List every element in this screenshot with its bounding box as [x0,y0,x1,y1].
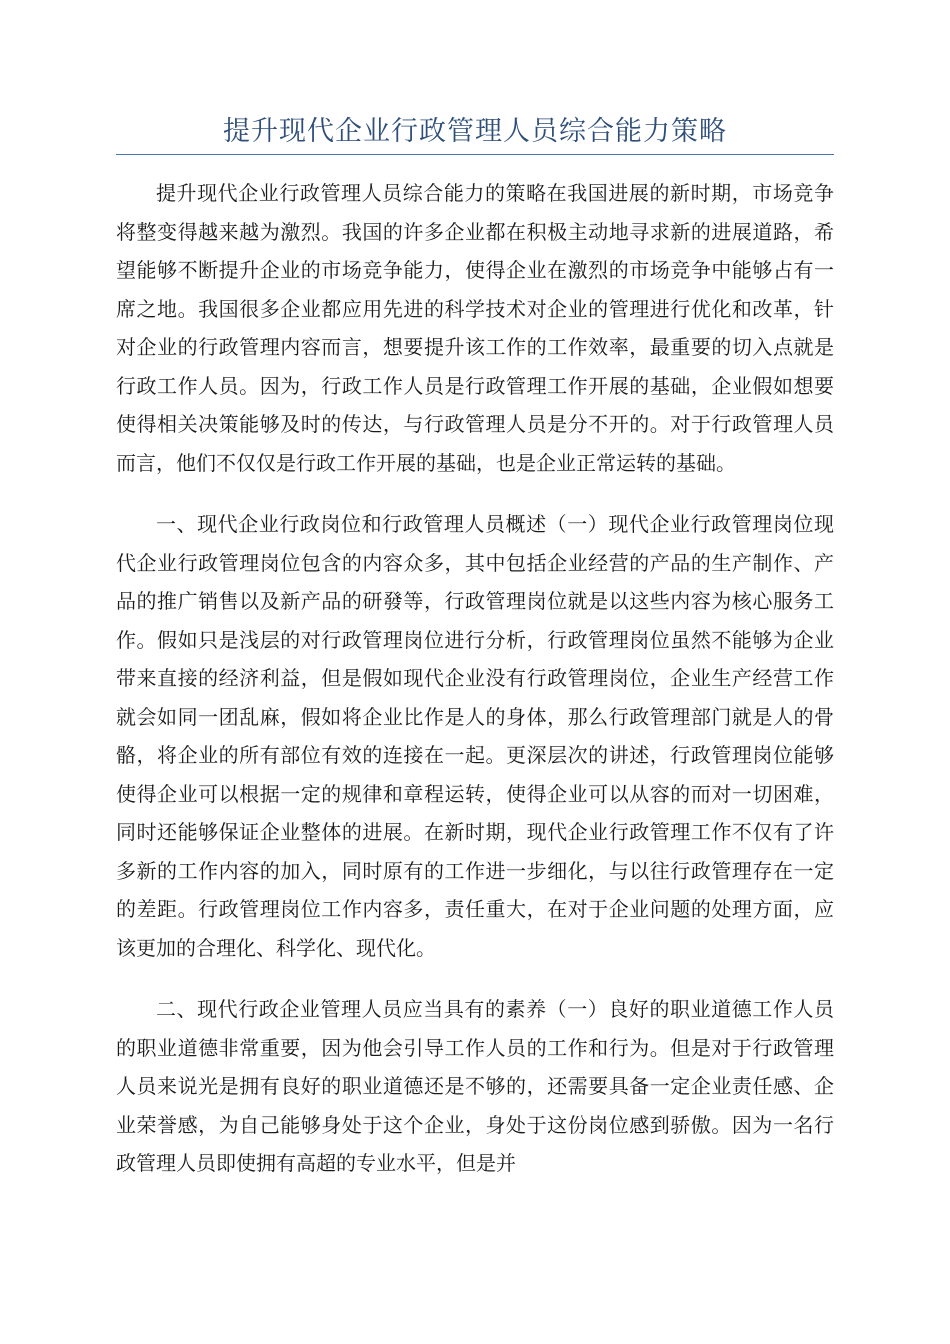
paragraph-section-two: 二、现代行政企业管理人员应当具有的素养（一）良好的职业道德工作人员的职业道德非常重要，因为他会引导工作人员的工作和行为。但是对于行政管理人员来说光是拥有良好的职业道德还是不够的，还需要具备一定企业责任感、企业荣誉感，为自己能够身处于这个企业，身处于这份岗位感到骄傲。因为一名行政管理人员即使拥有高超的专业水平，但是并 [116,997,834,1175]
document-body [116,174,834,1206]
paragraph-introduction: 提升现代企业行政管理人员综合能力的策略在我国进展的新时期，市场竞争将整变得越来越为激烈。我国的许多企业都在积极主动地寻求新的进展道路，希望能够不断提升企业的市场竞争能力，使得企业在激烈的市场竞争中能够占有一席之地。我国很多企业都应用先进的科学技术对企业的管理进行优化和改革，针对企业的行政管理内容而言，想要提升该工作的工作效率，最重要的切入点就是行政工作人员。因为，行政工作人员是行政管理工作开展的基础，企业假如想要使得相关决策能够及时的传达，与行政管理人员是分不开的。对于行政管理人员而言，他们不仅仅是行政工作开展的基础，也是企业正常运转的基础。 [116,181,834,475]
title-underline-divider [116,154,834,155]
paragraph-section-one: 一、现代企业行政岗位和行政管理人员概述（一）现代企业行政管理岗位现代企业行政管理岗位包含的内容众多，其中包括企业经营的产品的生产制作、产品的推广销售以及新产品的研發等，行政管理岗位就是以这些内容为核心服务工作。假如只是浅层的对行政管理岗位进行分析，行政管理岗位虽然不能够为企业带来直接的经济利益，但是假如现代企业没有行政管理岗位，企业生产经营工作就会如同一团乱麻，假如将企业比作是人的身体，那么行政管理部门就是人的骨骼，将企业的所有部位有效的连接在一起。更深层次的讲述，行政管理岗位能够使得企业可以根据一定的规律和章程运转，使得企业可以从容的而对一切困难，同时还能够保证企业整体的进展。在新时期，现代企业行政管理工作不仅有了许多新的工作内容的加入，同时原有的工作进一步细化，与以往行政管理存在一定的差距。行政管理岗位工作内容多，责任重大，在对于企业问题的处理方面，应该更加的合理化、科学化、现代化。 [116,512,834,960]
document-title: 提升现代企业行政管理人员综合能力策略 [223,116,727,147]
